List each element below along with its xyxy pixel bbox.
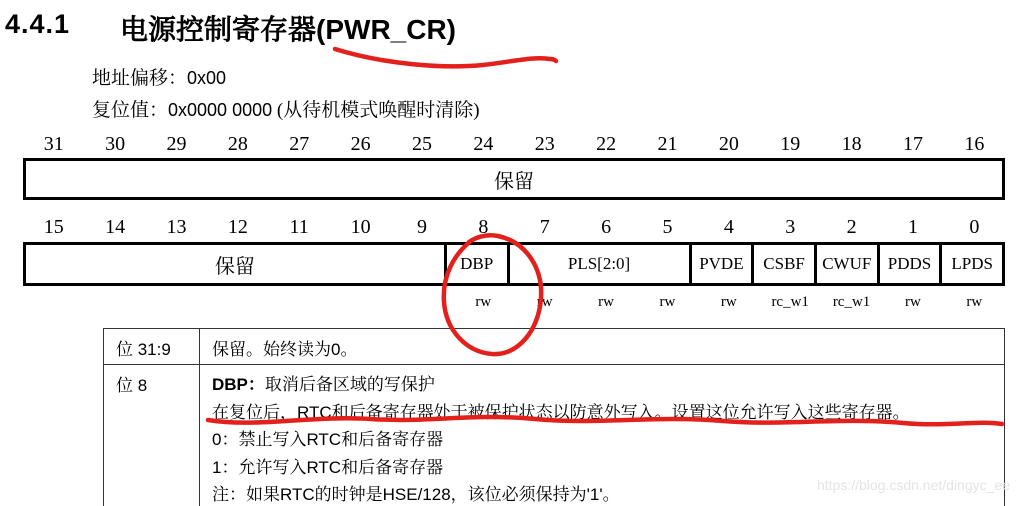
access-bit6: rw <box>598 294 614 310</box>
bit-number: 31 <box>43 133 64 155</box>
bit-number: 2 <box>846 216 857 238</box>
bit-number: 25 <box>411 133 432 155</box>
bit-number: 13 <box>166 216 187 238</box>
bitfield-box-high <box>23 158 1005 200</box>
desc-line-note: 注：如果RTC的时钟是HSE/128，该位必须保持为'1'。 <box>212 485 620 504</box>
field-pdds: PDDS <box>877 245 940 283</box>
field-pls: PLS[2:0] <box>507 245 689 283</box>
bit-number: 5 <box>662 216 673 238</box>
field-reserved-low: 保留 <box>214 255 255 278</box>
dbp-field-summary: 取消后备区域的写保护 <box>264 375 435 394</box>
access-bit4: rw <box>720 294 737 310</box>
section-number: 4.4.1 <box>5 9 71 39</box>
access-type-row <box>23 294 1005 311</box>
desc-line-reset-behavior: 在复位后，RTC和后备寄存器处于被保护状态以防意外写入。设置这位允许写入这些寄存器。 <box>212 402 910 422</box>
title-chinese: 电源控制寄存器 <box>120 14 317 45</box>
field-cwuf: CWUF <box>814 245 877 283</box>
field-dbp: DBP <box>444 245 507 283</box>
bit-description-cell: 保留。始终读为0。 <box>212 340 358 359</box>
field-csbf: CSBF <box>751 245 814 283</box>
reset-value-label: 复位值： <box>92 100 169 121</box>
desc-line-value0: 0：禁止写入RTC和后备寄存器 <box>212 430 444 449</box>
desc-line-value1: 1：允许写入RTC和后备寄存器 <box>212 457 444 477</box>
bit-number: 8 <box>478 216 489 238</box>
table-row <box>104 329 1004 365</box>
bit-number: 28 <box>227 133 248 155</box>
address-offset-line <box>92 63 226 90</box>
bit-number: 24 <box>473 133 494 155</box>
bit-number: 7 <box>539 216 550 238</box>
bit-number: 12 <box>227 216 248 238</box>
address-offset-value: 0x00 <box>187 68 227 88</box>
reset-value-note: (从待机模式唤醒时清除) <box>276 100 480 121</box>
bit-number: 20 <box>718 133 739 155</box>
bit-number: 9 <box>416 216 427 238</box>
bit-number: 14 <box>105 216 126 238</box>
bit-number: 19 <box>780 133 801 155</box>
access-bit7: rw <box>536 294 553 310</box>
bit-number: 10 <box>350 216 371 238</box>
access-bit0: rw <box>966 294 983 310</box>
bit-number: 1 <box>907 216 918 238</box>
bit-number: 29 <box>166 133 187 155</box>
access-bit3: rc_w1 <box>771 294 809 310</box>
desc-line-dbp <box>212 371 1004 399</box>
field-pvde: PVDE <box>689 245 752 283</box>
address-offset-label: 地址偏移： <box>92 68 188 89</box>
page-title <box>120 8 456 48</box>
access-bit8: rw <box>475 294 492 310</box>
access-bit5: rw <box>659 294 676 310</box>
bit-number: 18 <box>841 133 862 155</box>
field-reserved-high: 保留 <box>494 170 534 193</box>
field-lpds: LPDS <box>939 245 1002 283</box>
bit-number: 23 <box>534 133 555 155</box>
bit-numbers-row-high <box>23 133 1005 156</box>
bit-number: 16 <box>964 133 985 155</box>
dbp-field-name: DBP： <box>212 375 265 394</box>
title-register-name: (PWR_CR) <box>316 14 457 45</box>
bit-number: 27 <box>289 133 310 155</box>
bitfield-box-low <box>23 242 1005 286</box>
access-bit1: rw <box>905 294 921 310</box>
bit-number: 6 <box>601 216 612 238</box>
bit-number: 11 <box>289 216 309 238</box>
reset-value: 0x0000 0000 <box>168 100 273 120</box>
bit-number: 26 <box>350 133 371 155</box>
bit-number: 0 <box>969 216 980 238</box>
bit-number: 3 <box>785 216 796 238</box>
bit-number: 4 <box>723 216 734 238</box>
bit-number: 17 <box>902 133 923 155</box>
reset-value-line <box>92 95 480 122</box>
bit-number: 30 <box>105 133 126 155</box>
bit-number: 15 <box>43 216 64 238</box>
bit-number: 21 <box>657 133 678 155</box>
bit-number: 22 <box>596 133 617 155</box>
watermark-url: https://blog.csdn.net/dingyc_ee <box>816 477 1010 493</box>
access-bit2: rc_w1 <box>832 294 871 310</box>
bit-range-cell: 位 31:9 <box>104 329 200 364</box>
bit-range-cell: 位 8 <box>104 365 200 506</box>
bit-numbers-row-low <box>23 216 1005 239</box>
